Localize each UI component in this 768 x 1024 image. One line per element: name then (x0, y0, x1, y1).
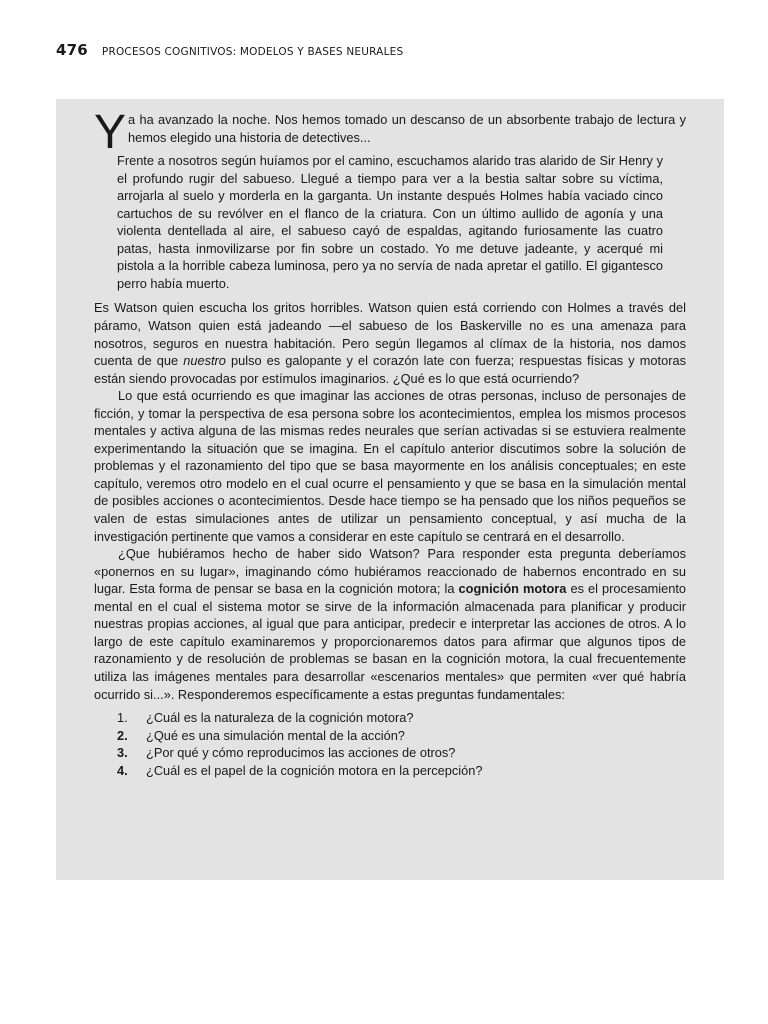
list-item-number: 1. (117, 710, 128, 726)
list-item-number: 3. (117, 745, 128, 761)
paragraph-imagining: Lo que está ocurriendo es que imaginar las acciones de otras personas, incluso de personajes de ficción, y tomar la perspectiva de esa persona sobre los acontecimientos, emplea los mismos procesos mentales y activa alguna de las mismas redes neurales que serían activadas si se estuviera realmente experimentando la situación que se imagina. En el capítulo anterior discutimos sobre la solución de problemas y el razonamiento del tipo que se basa mayormente en los análisis conceptuales; en este capítulo, veremos otro modelo en el cual ocurre el pensamiento y que se basa en la simulación mental de posibles acciones o acontecimientos. Desde hace tiempo se ha pensado que los niños pequeños se valen de estas simulaciones antes de utilizar un pensamiento conceptual, y así mucha de la investigación pertinente que vamos a considerar en este capítulo se centrará en el desarrollo. (94, 388, 686, 544)
list-item-text: ¿Por qué y cómo reproducimos las acciones de otros? (146, 745, 456, 761)
paragraph-watson-after: pulso es galopante y el corazón late con fuerza; respuestas físicas y motoras están siendo provocadas por estímulos imaginarios. ¿Qué es lo que está ocurriendo? (94, 353, 686, 386)
list-item-text: ¿Cuál es la naturaleza de la cognición motora? (146, 710, 414, 726)
block-quote: Frente a nosotros según huíamos por el camino, escuchamos alarido tras alarido de Sir Henry y el profundo rugir del sabueso. Llegué a tiempo para ver a la bestia saltar sobre su víctima, arrojarla al suelo y morderla en la garganta. Un instante después Holmes había vaciado cinco cartuchos de su revólver en el flanco de la criatura. Con un último aullido de agonía y una violenta dentellada al aire, el sabueso cayó de espaldas, agitando furiosamente las cuatro patas, hasta inmovilizarse por fin sobre un costado. Yo me detuve jadeante, y acerqué mi pistola a la horrible cabeza luminosa, pero ya no servía de nada apretar el gatillo. El gigantesco perro había muerto. (117, 153, 663, 291)
list-item (117, 762, 686, 780)
paragraph-watson (94, 299, 686, 387)
key-term-cognicion-motora: cognición motora (458, 581, 567, 597)
emphasis-nuestro: nuestro (183, 353, 226, 369)
intro-paragraph (94, 106, 686, 159)
paragraph-motor-cognition (94, 545, 686, 703)
paragraph-watson-before: Es Watson quien escucha los gritos horribles. Watson quien está corriendo con Holmes a través del páramo, Watson quien está jadeando —el sabueso de los Baskerville no es una amenaza para nosotros, seguros en nuestra habitación. Pero según llegamos al clímax de la historia, nos damos cuenta de que (94, 300, 686, 369)
page-header (56, 41, 403, 59)
drop-cap: Y (94, 106, 127, 159)
list-item (117, 727, 686, 745)
list-item-number: 2. (117, 727, 128, 743)
running-head: PROCESOS COGNITIVOS: MODELOS Y BASES NEURALES (101, 46, 404, 58)
intro-text: a ha avanzado la noche. Nos hemos tomado un descanso de un absorbente trabajo de lectura y hemos elegido una historia de detectives... (128, 112, 686, 145)
paragraph-motor-before: ¿Que hubiéramos hecho de haber sido Watson? Para responder esta pregunta deberíamos «ponernos en su lugar», imaginando cómo hubiéramos reaccionado de habernos encontrado en su lugar. Esta forma de pensar se basa en la cognición motora; la (94, 546, 686, 597)
list-item-text: ¿Qué es una simulación mental de la acción? (146, 727, 405, 743)
list-item (117, 744, 686, 762)
page-number: 476 (56, 41, 88, 59)
questions-list (94, 709, 686, 779)
chapter-intro-box (56, 99, 724, 880)
list-item-text: ¿Cuál es el papel de la cognición motora en la percepción? (146, 762, 483, 778)
list-item (117, 709, 686, 727)
paragraph-motor-after: es el procesamiento mental en el cual el sistema motor se sirve de la información almacenada para planificar y producir nuestras propias acciones, al igual que para anticipar, predecir e interpretar las acciones de otros. A lo largo de este capítulo examinaremos y proporcionaremos datos para afirmar que algunos tipos de razonamiento y de resolución de problemas se basan en la cognición motora, la cual frecuentemente utiliza las imágenes mentales para desarrollar «escenarios mentales» que permiten «ver qué habría ocurrido si...». Responderemos específicamente a estas preguntas fundamentales: (94, 581, 686, 702)
chapter-intro-content (94, 106, 686, 779)
list-item-number: 4. (117, 762, 128, 778)
